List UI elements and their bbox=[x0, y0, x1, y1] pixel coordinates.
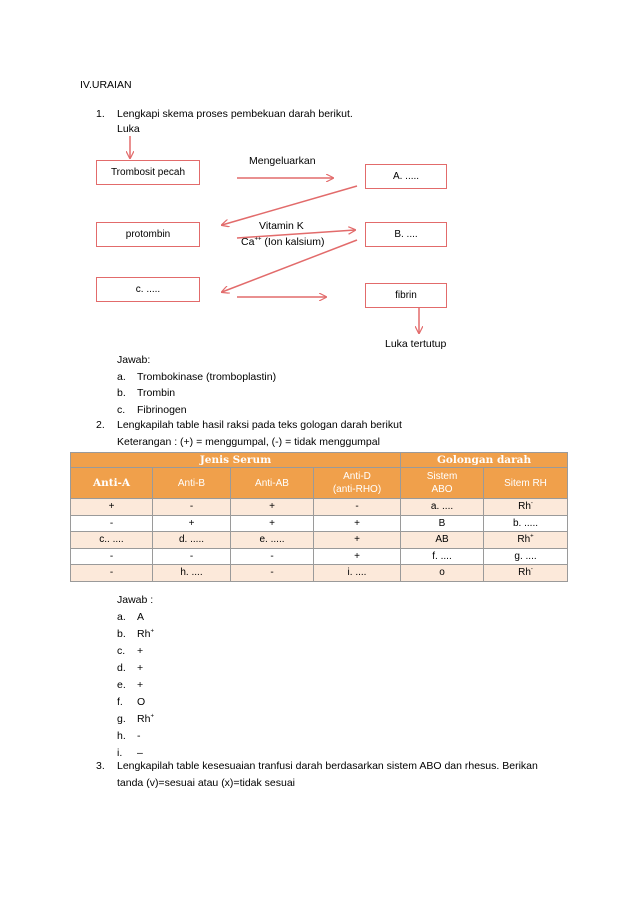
q2-text: Lengkapilah table hasil raksi pada teks gologan darah berikut bbox=[117, 419, 402, 431]
q2-answer-h-letter: h. bbox=[117, 730, 126, 742]
q3-text-line2: tanda (v)=sesuai atau (x)=tidak sesuai bbox=[117, 777, 296, 789]
q2-answer-g: Rh+ bbox=[137, 713, 154, 725]
header-anti-ab: Anti-AB bbox=[231, 468, 314, 499]
header-anti-d: Anti-D (anti-RHO) bbox=[314, 468, 401, 499]
table-cell: + bbox=[314, 515, 401, 532]
q2-answer-b: Rh+ bbox=[137, 628, 154, 640]
q2-answer-b-letter: b. bbox=[117, 628, 126, 640]
table-cell: c.. .... bbox=[71, 532, 153, 549]
table-cell: - bbox=[231, 548, 314, 565]
q2-answer-a: A bbox=[137, 611, 145, 623]
q2-answer-d: + bbox=[137, 662, 144, 674]
header-anti-a: Anti-A bbox=[71, 468, 153, 499]
table-cell: Rh- bbox=[484, 565, 568, 582]
table-cell: i. .... bbox=[314, 565, 401, 582]
q2-number: 2. bbox=[96, 419, 105, 431]
table-cell: - bbox=[314, 499, 401, 516]
q1-answer-a: Trombokinase (tromboplastin) bbox=[137, 371, 277, 383]
q2-answer-label: Jawab : bbox=[117, 594, 154, 606]
table-cell: a. .... bbox=[401, 499, 484, 516]
section-title: IV.URAIAN bbox=[80, 79, 132, 91]
box-trombosit-pecah: Trombosit pecah bbox=[96, 160, 200, 185]
table-row bbox=[71, 565, 568, 582]
table-cell: + bbox=[231, 515, 314, 532]
table-cell: o bbox=[401, 565, 484, 582]
table-row bbox=[71, 532, 568, 549]
table-cell: d. ..... bbox=[153, 532, 231, 549]
table-cell: e. ..... bbox=[231, 532, 314, 549]
table-cell: - bbox=[153, 499, 231, 516]
box-c: c. ..... bbox=[96, 277, 200, 302]
q1-answer-label: Jawab: bbox=[117, 354, 151, 366]
header-jenis-serum: Jenis Serum bbox=[71, 453, 401, 468]
q2-answer-e: + bbox=[137, 679, 144, 691]
table-cell: - bbox=[231, 565, 314, 582]
table-cell: + bbox=[231, 499, 314, 516]
q2-answer-i: – bbox=[137, 747, 143, 759]
q1-answer-c: Fibrinogen bbox=[137, 404, 187, 416]
table-cell: f. .... bbox=[401, 548, 484, 565]
header-sitem-rh: Sitem RH bbox=[484, 468, 568, 499]
q3-text-line1: Lengkapilah table kesesuaian tranfusi darah berdasarkan sistem ABO dan rhesus. Berikan bbox=[117, 760, 538, 772]
table-cell: - bbox=[71, 548, 153, 565]
q2-note: Keterangan : (+) = menggumpal, (-) = tidak menggumpal bbox=[117, 436, 380, 448]
q2-answer-f-letter: f. bbox=[117, 696, 123, 708]
q2-answer-f: O bbox=[137, 696, 146, 708]
q1-answer-b-letter: b. bbox=[117, 387, 126, 399]
table-row bbox=[71, 515, 568, 532]
header-golongan-darah: Golongan darah bbox=[401, 453, 568, 468]
table-cell: + bbox=[71, 499, 153, 516]
q2-answer-d-letter: d. bbox=[117, 662, 126, 674]
label-ca-ion: Ca++ (Ion kalsium) bbox=[241, 236, 325, 248]
q2-answer-c: + bbox=[137, 645, 144, 657]
q1-text: Lengkapi skema proses pembekuan darah berikut. bbox=[117, 108, 353, 120]
q1-number: 1. bbox=[96, 108, 105, 120]
q2-answer-g-letter: g. bbox=[117, 713, 126, 725]
q1-start-label: Luka bbox=[117, 123, 140, 135]
table-cell: h. .... bbox=[153, 565, 231, 582]
blood-group-table bbox=[70, 452, 568, 582]
table-row bbox=[71, 548, 568, 565]
box-fibrin: fibrin bbox=[365, 283, 447, 308]
header-sistem-abo: Sistem ABO bbox=[401, 468, 484, 499]
table-cell: Rh- bbox=[484, 499, 568, 516]
table-cell: - bbox=[153, 548, 231, 565]
table-cell: b. ..... bbox=[484, 515, 568, 532]
box-protombin: protombin bbox=[96, 222, 200, 247]
box-b: B. .... bbox=[365, 222, 447, 247]
q2-answer-a-letter: a. bbox=[117, 611, 126, 623]
q2-answer-h: - bbox=[137, 730, 141, 742]
table-cell: AB bbox=[401, 532, 484, 549]
q2-answer-c-letter: c. bbox=[117, 645, 126, 657]
table-row bbox=[71, 499, 568, 516]
box-a: A. ..... bbox=[365, 164, 447, 189]
q3-number: 3. bbox=[96, 760, 105, 772]
q1-answer-c-letter: c. bbox=[117, 404, 126, 416]
table-cell: + bbox=[314, 548, 401, 565]
table-cell: g. .... bbox=[484, 548, 568, 565]
table-cell: - bbox=[71, 565, 153, 582]
table-cell: + bbox=[314, 532, 401, 549]
label-luka-tertutup: Luka tertutup bbox=[385, 338, 447, 350]
q1-answer-a-letter: a. bbox=[117, 371, 126, 383]
q2-answer-e-letter: e. bbox=[117, 679, 126, 691]
q1-answer-b: Trombin bbox=[137, 387, 176, 399]
table-cell: + bbox=[153, 515, 231, 532]
header-anti-b: Anti-B bbox=[153, 468, 231, 499]
label-mengeluarkan: Mengeluarkan bbox=[249, 155, 316, 167]
q2-answer-i-letter: i. bbox=[117, 747, 123, 759]
table-cell: Rh+ bbox=[484, 532, 568, 549]
table-cell: - bbox=[71, 515, 153, 532]
table-cell: B bbox=[401, 515, 484, 532]
label-vitamin-k: Vitamin K bbox=[259, 220, 304, 232]
